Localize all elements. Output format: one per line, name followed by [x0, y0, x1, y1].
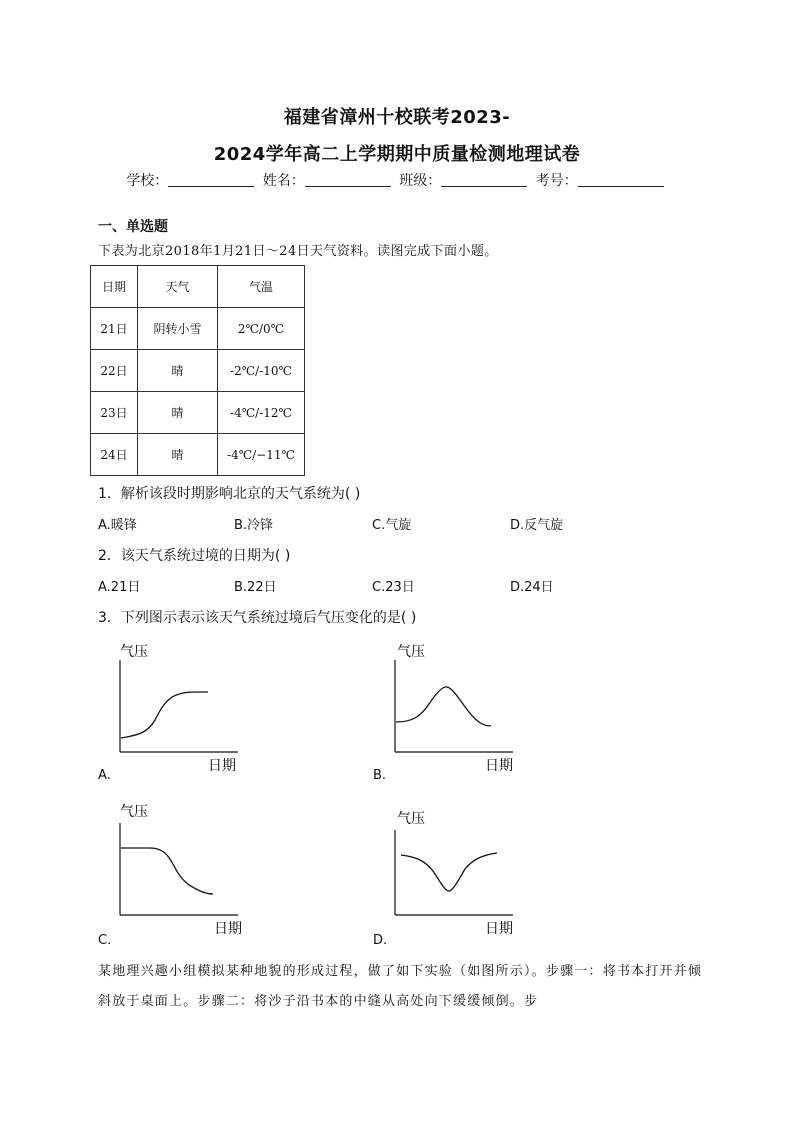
- pressure-curve-trough: [401, 853, 497, 891]
- table-cell: 晴: [138, 350, 218, 392]
- intro-text: 下表为北京2018年1月21日～24日天气资料。读图完成下面小题。: [98, 244, 498, 259]
- exam-number-label: 考号：: [535, 173, 578, 189]
- school-label: 学校：: [126, 173, 169, 189]
- pressure-curve-falling: [121, 848, 213, 894]
- table-header-row: [91, 266, 305, 308]
- table-cell: 晴: [138, 434, 218, 476]
- question-1-option-c[interactable]: C.气旋: [372, 518, 412, 533]
- table-row: [91, 350, 305, 392]
- graph-b[interactable]: [385, 640, 525, 775]
- name-blank: [305, 172, 391, 187]
- graph-c[interactable]: [110, 798, 250, 940]
- table-cell: 23日: [91, 392, 138, 434]
- table-row: [91, 308, 305, 350]
- graph-d-label: D.: [373, 933, 388, 948]
- question-2-stem: 2．该天气系统过境的日期为( ): [98, 548, 291, 564]
- graph-ylabel: 气压: [120, 804, 148, 820]
- passage-text: 某地理兴趣小组模拟某种地貌的形成过程，做了如下实验（如图所示）。步骤一：将书本打开并倾斜放于桌面上。步骤二：将沙子沿书本的中缝从高处向下缓缓倾倒。步: [98, 964, 703, 1009]
- table-cell: 晴: [138, 392, 218, 434]
- table-header-cell: 气温: [218, 266, 305, 308]
- table-row: [91, 392, 305, 434]
- table-cell: 21日: [91, 308, 138, 350]
- section-title: 一、单选题: [98, 219, 168, 235]
- class-label: 班级：: [399, 173, 442, 189]
- graph-xlabel: 日期: [208, 758, 236, 774]
- title-line-2: 2024学年高二上学期期中质量检测地理试卷: [213, 144, 581, 165]
- weather-table: [90, 265, 305, 476]
- question-1-stem: 1．解析该段时期影响北京的天气系统为( ): [98, 486, 361, 502]
- graph-b-label: B.: [373, 768, 387, 783]
- pressure-curve-peak: [396, 687, 491, 726]
- table-header-cell: 日期: [91, 266, 138, 308]
- table-cell: 22日: [91, 350, 138, 392]
- graph-xlabel: 日期: [485, 921, 513, 937]
- table-cell: -2℃/-10℃: [218, 350, 305, 392]
- graph-ylabel: 气压: [397, 811, 425, 827]
- graph-ylabel: 气压: [397, 644, 425, 660]
- graph-c-label: C.: [98, 933, 112, 948]
- question-1-option-a[interactable]: A.暖锋: [98, 518, 137, 533]
- table-header-cell: 天气: [138, 266, 218, 308]
- question-2-option-d[interactable]: D.24日: [510, 580, 554, 595]
- question-1-option-b[interactable]: B.冷锋: [234, 518, 274, 533]
- graph-ylabel: 气压: [120, 644, 148, 660]
- table-cell: 24日: [91, 434, 138, 476]
- table-cell: -4℃/-12℃: [218, 392, 305, 434]
- question-2-option-a[interactable]: A.21日: [98, 580, 141, 595]
- exam-number-blank: [578, 172, 664, 187]
- table-row: [91, 434, 305, 476]
- table-cell: -4℃/−11℃: [218, 434, 305, 476]
- class-blank: [441, 172, 527, 187]
- question-3-stem: 3．下列图示表示该天气系统过境后气压变化的是( ): [98, 610, 417, 626]
- graph-d[interactable]: [385, 805, 525, 940]
- name-label: 姓名：: [262, 173, 305, 189]
- table-cell: 阴转小雪: [138, 308, 218, 350]
- graph-xlabel: 日期: [485, 758, 513, 774]
- graph-xlabel: 日期: [214, 921, 242, 937]
- graph-a[interactable]: [110, 640, 250, 775]
- school-blank: [168, 172, 254, 187]
- question-2-option-c[interactable]: C.23日: [372, 580, 415, 595]
- graph-a-label: A.: [98, 768, 111, 783]
- question-1-option-d[interactable]: D.反气旋: [510, 518, 564, 533]
- pressure-curve-rising: [121, 692, 208, 738]
- table-cell: 2℃/0℃: [218, 308, 305, 350]
- question-2-option-b[interactable]: B.22日: [234, 580, 277, 595]
- title-line-1: 福建省漳州十校联考2023-: [283, 107, 511, 128]
- student-info-line: [0, 170, 794, 190]
